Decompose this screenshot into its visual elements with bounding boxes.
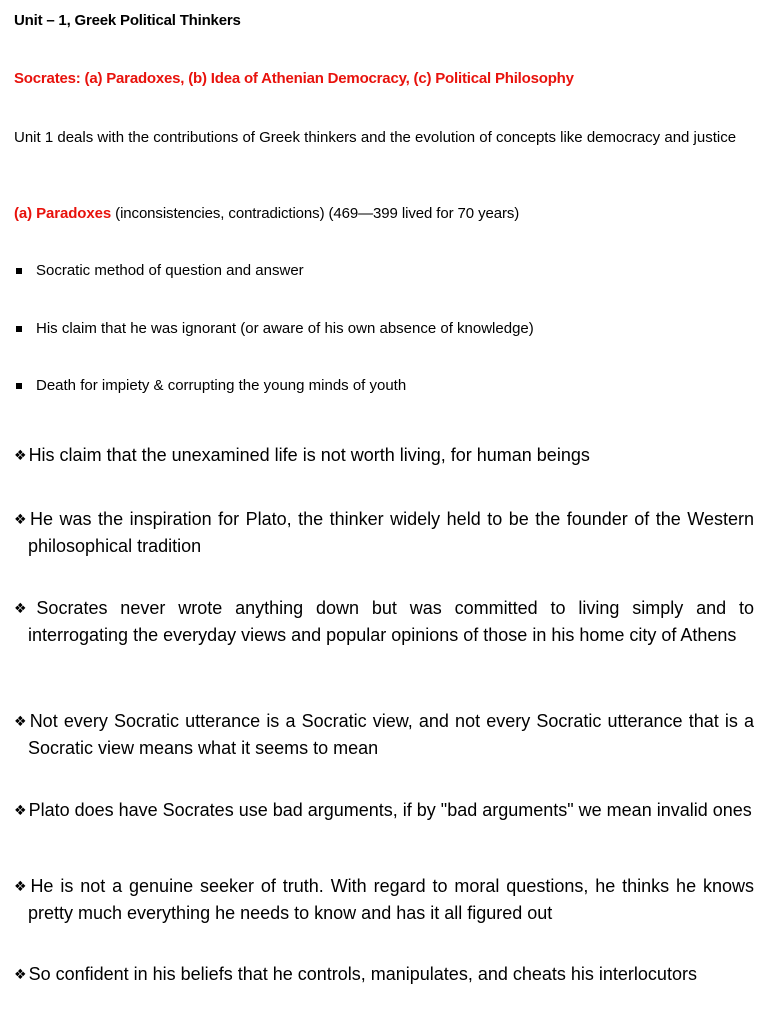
- four-diamond-bullet-icon: ❖: [14, 714, 28, 730]
- list-item-text: He is not a genuine seeker of truth. With regard to moral questions, he thinks he knows pretty much everything he needs to know and has it all figured out: [28, 876, 754, 923]
- paradoxes-line: [14, 205, 519, 222]
- list-item: [14, 798, 754, 825]
- list-item: [14, 874, 754, 925]
- list-item-text: Plato does have Socrates use bad arguments, if by "bad arguments" we mean invalid ones: [28, 800, 752, 820]
- square-bullet-icon: [16, 326, 22, 332]
- list-item-text: Death for impiety & corrupting the young minds of youth: [36, 377, 407, 394]
- four-diamond-bullet-icon: ❖: [14, 879, 29, 895]
- four-diamond-bullet-icon: ❖: [14, 448, 27, 464]
- list-item: [16, 377, 406, 394]
- list-item-text: He was the inspiration for Plato, the thinker widely held to be the founder of the Western philosophical tradition: [28, 509, 754, 556]
- four-diamond-bullet-icon: ❖: [14, 967, 27, 983]
- section-heading: Socrates: (a) Paradoxes, (b) Idea of Athenian Democracy, (c) Political Philosophy: [14, 70, 574, 87]
- four-diamond-bullet-icon: ❖: [14, 803, 27, 819]
- list-item: [14, 962, 754, 989]
- unit-title: Unit – 1, Greek Political Thinkers: [14, 12, 241, 29]
- list-item: [14, 596, 754, 647]
- list-item: [14, 709, 754, 760]
- intro-paragraph: Unit 1 deals with the contributions of Greek thinkers and the evolution of concepts like democracy and justice: [14, 129, 737, 146]
- list-item: [16, 262, 304, 279]
- list-item-text: Socratic method of question and answer: [36, 262, 304, 279]
- list-item-text: His claim that the unexamined life is not worth living, for human beings: [28, 445, 590, 465]
- list-item: [14, 443, 754, 470]
- list-item-text: Not every Socratic utterance is a Socratic view, and not every Socratic utterance that is a Socratic view means what it seems to mean: [28, 711, 754, 758]
- four-diamond-bullet-icon: ❖: [14, 512, 29, 528]
- paradoxes-label: (a) Paradoxes: [14, 205, 112, 222]
- list-item: [14, 507, 754, 558]
- list-item-text: So confident in his beliefs that he controls, manipulates, and cheats his interlocutors: [28, 964, 697, 984]
- four-diamond-bullet-icon: ❖: [14, 601, 35, 617]
- list-item-text: Socrates never wrote anything down but was committed to living simply and to interrogating the everyday views and popular opinions of those in his home city of Athens: [28, 598, 754, 645]
- square-bullet-icon: [16, 383, 22, 389]
- paradoxes-note: (inconsistencies, contradictions) (469—399 lived for 70 years): [115, 205, 520, 222]
- list-item-text: His claim that he was ignorant (or aware of his own absence of knowledge): [36, 320, 534, 337]
- list-item: [16, 320, 534, 337]
- square-bullet-icon: [16, 268, 22, 274]
